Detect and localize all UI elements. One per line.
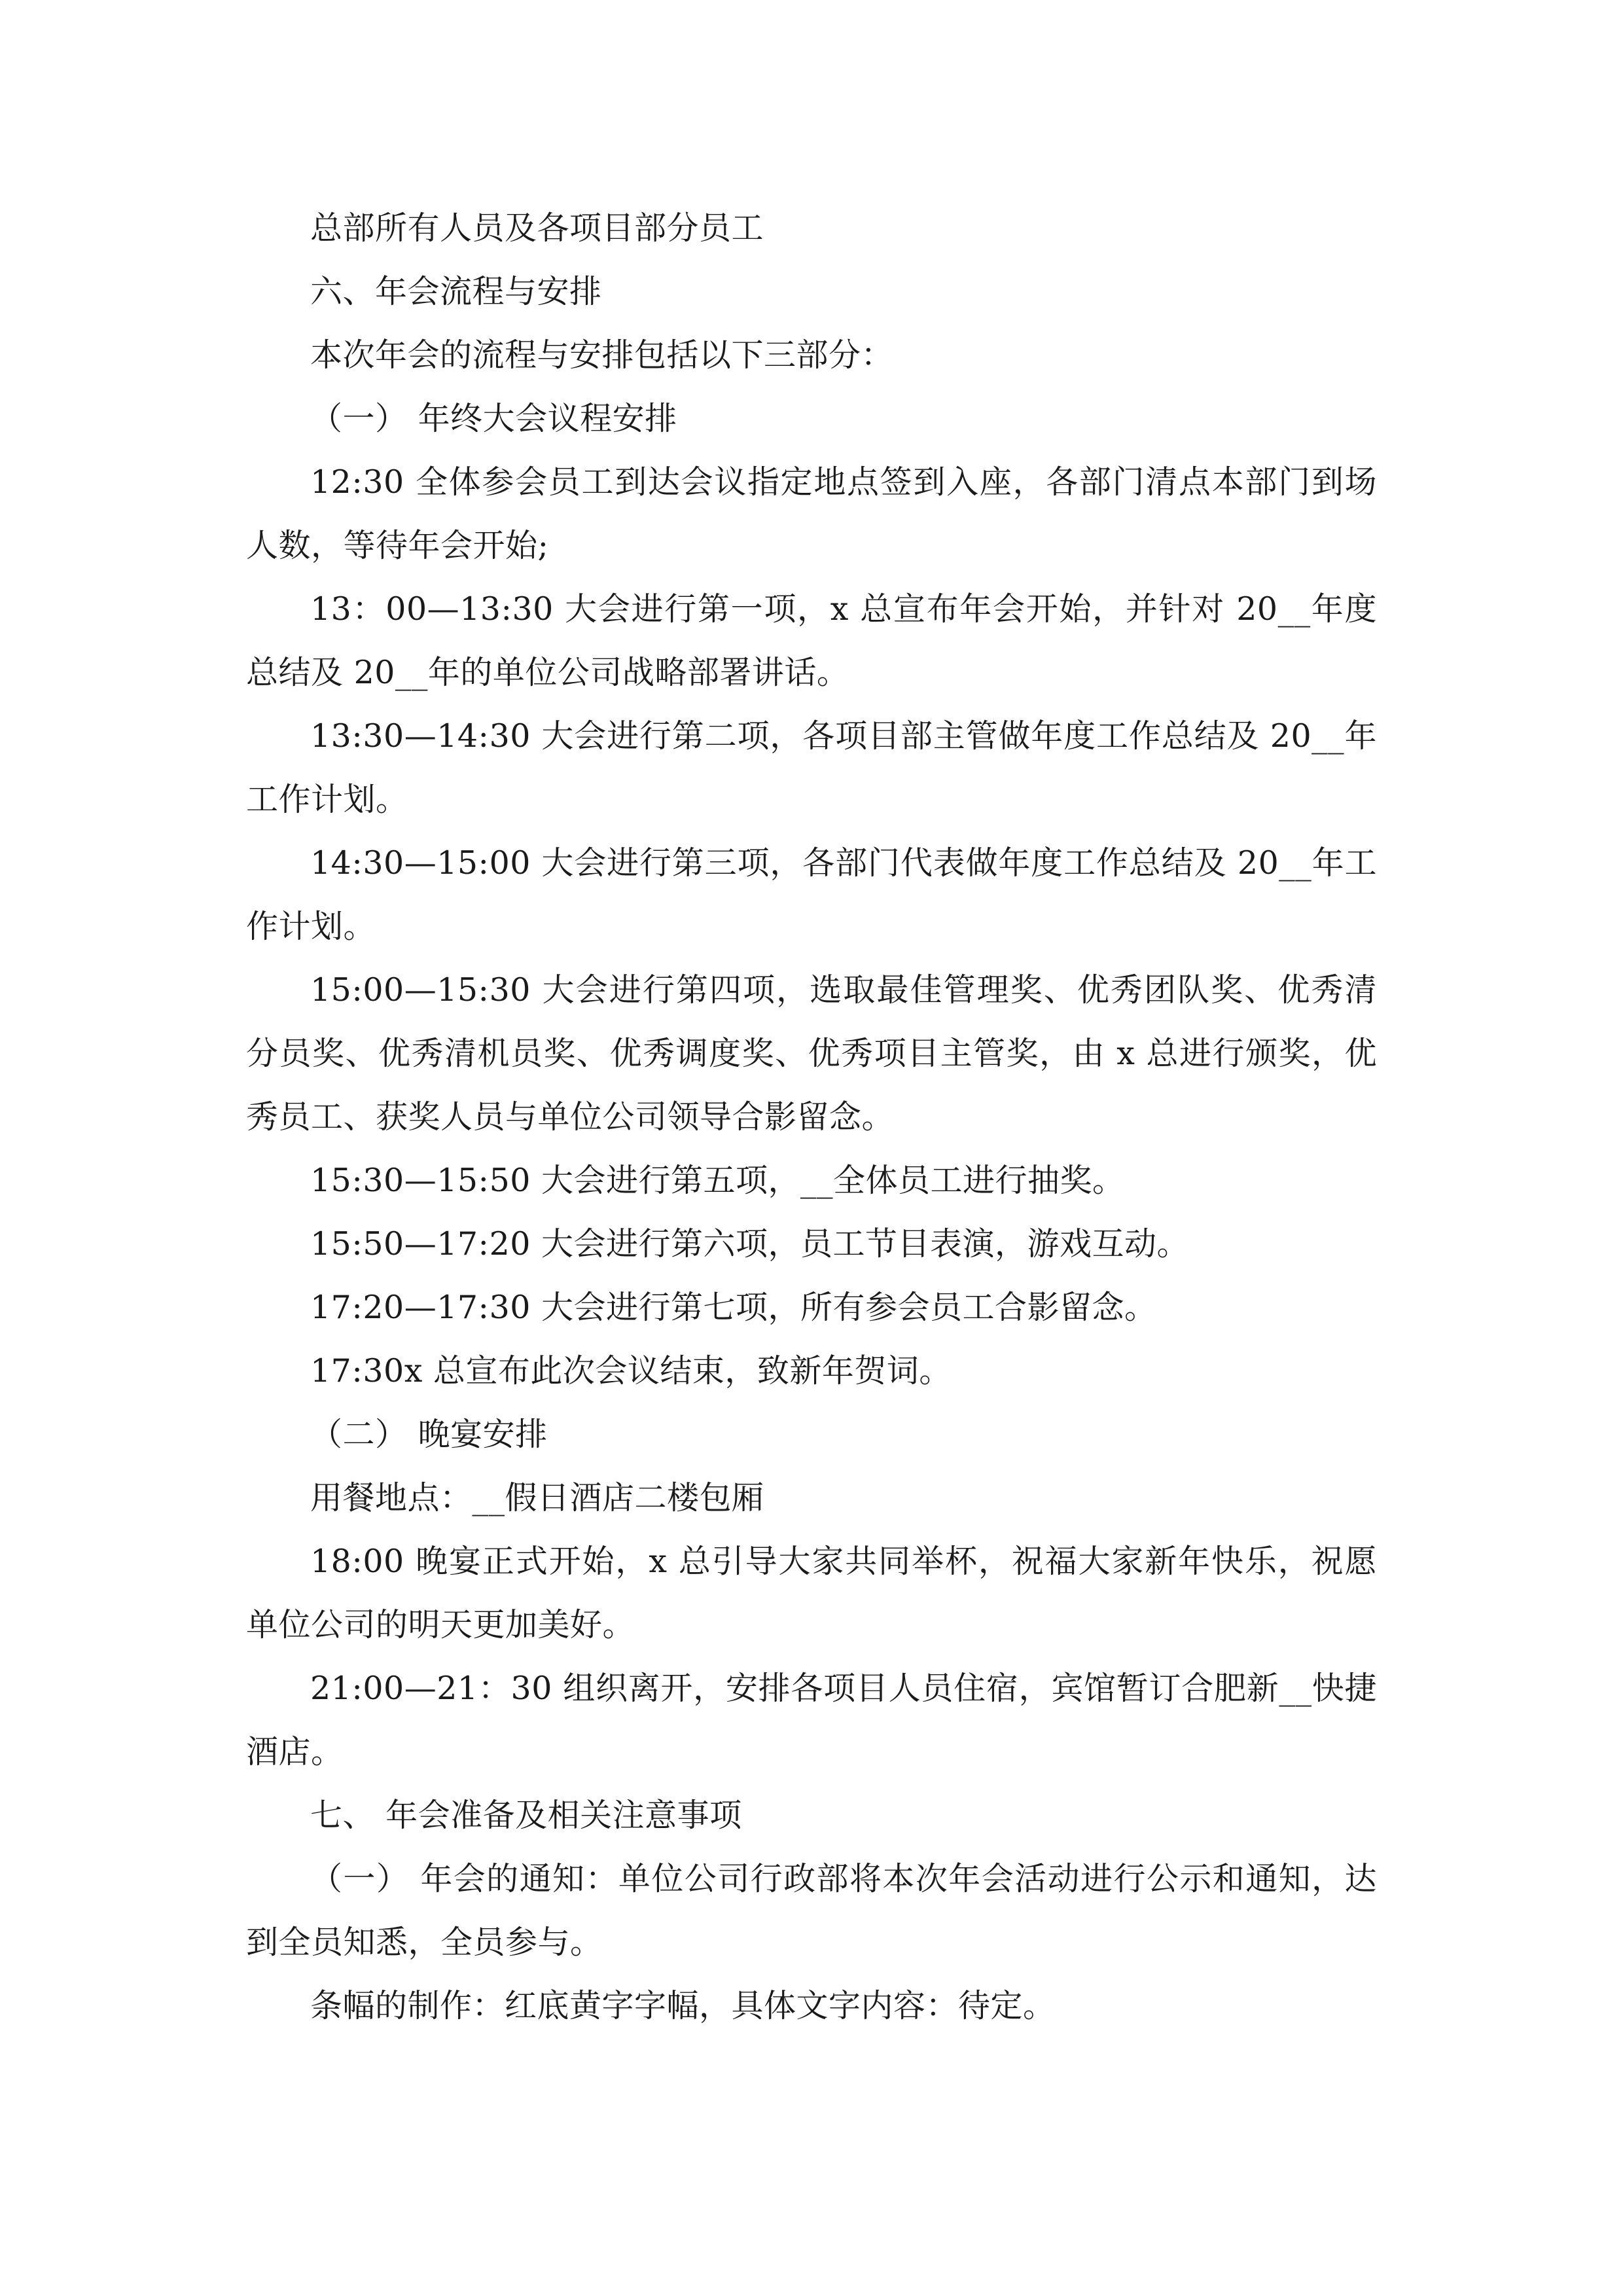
preparation-item: 条幅的制作：红底黄字字幅，具体文字内容：待定。 [310, 1987, 1056, 2024]
paragraph-attendees: 总部所有人员及各项目部分员工 [310, 209, 764, 247]
dinner-item: 21:00—21：30 组织离开，安排各项目人员住宿，宾馆暂订合肥新__快捷酒店。 [246, 1670, 1377, 1770]
agenda-item: 15:30—15:50 大会进行第五项，__全体员工进行抽奖。 [310, 1162, 1125, 1199]
agenda-item: 12:30 全体参会员工到达会议指定地点签到入座，各部门清点本部门到场人数，等待年会开始; [246, 463, 1377, 564]
agenda-item: 17:20—17:30 大会进行第七项，所有参会员工合影留念。 [310, 1289, 1157, 1326]
section-heading-6: 六、年会流程与安排 [310, 273, 602, 310]
agenda-item: 15:00—15:30 大会进行第四项，选取最佳管理奖、优秀团队奖、优秀清分员奖、优秀清机员奖、优秀调度奖、优秀项目主管奖，由 x 总进行颁奖，优秀员工、获奖人员与单位公司领导合影留念。 [246, 971, 1377, 1136]
paragraph-intro: 本次年会的流程与安排包括以下三部分： [310, 336, 894, 374]
subsection-heading-dinner: （二） 晚宴安排 [310, 1416, 548, 1453]
agenda-item: 15:50—17:20 大会进行第六项，员工节目表演，游戏互动。 [310, 1225, 1189, 1263]
agenda-item: 13：00—13:30 大会进行第一项，x 总宣布年会开始，并针对 20__年度总结及 20__年的单位公司战略部署讲话。 [246, 590, 1377, 691]
section-heading-7: 七、 年会准备及相关注意事项 [310, 1797, 742, 1834]
agenda-item: 17:30x 总宣布此次会议结束，致新年贺词。 [310, 1352, 952, 1390]
dinner-venue: 用餐地点：__假日酒店二楼包厢 [310, 1479, 764, 1516]
dinner-item: 18:00 晚宴正式开始，x 总引导大家共同举杯，祝福大家新年快乐，祝愿单位公司的明天更加美好。 [246, 1543, 1377, 1643]
document-body [246, 196, 1377, 2037]
subsection-heading-agenda: （一） 年终大会议程安排 [310, 400, 677, 437]
preparation-item: （一） 年会的通知：单位公司行政部将本次年会活动进行公示和通知，达到全员知悉，全员参与。 [246, 1860, 1377, 1961]
agenda-item: 14:30—15:00 大会进行第三项，各部门代表做年度工作总结及 20__年工作计划。 [246, 844, 1377, 945]
agenda-item: 13:30—14:30 大会进行第二项，各项目部主管做年度工作总结及 20__年工作计划。 [246, 717, 1377, 818]
